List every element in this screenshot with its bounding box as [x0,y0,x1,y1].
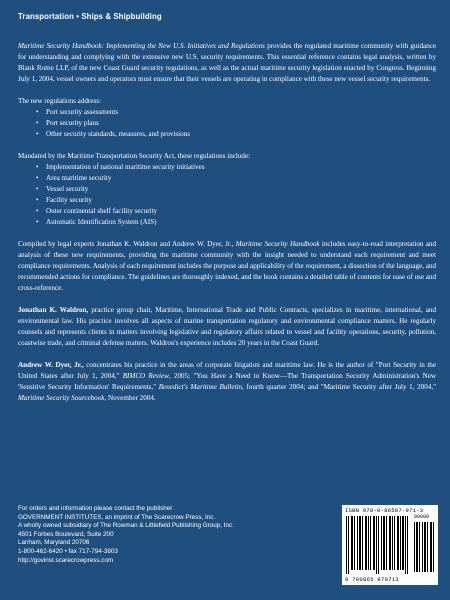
barcode-digits: 9 780865 879713 [345,576,400,583]
dyer-name: Andrew W. Dyer, Jr., [18,361,84,369]
bio-waldron [18,305,436,349]
list-item: • Automatic Identification System (AIS) [46,217,436,228]
intro-book-title: Maritime Security Handbook: Implementing the New U.S. Initiatives and Regulations [18,42,265,50]
list-item: • Port security plans [46,118,436,129]
footer-link[interactable]: http://govinst.scarecrowpress.com [18,556,114,564]
waldron-name: Jonathan K. Waldron, [18,306,89,314]
dyer-text: , fourth quarter 2004; and "Maritime Security after July 1, 2004," [242,383,436,391]
list-item: • Outer continental shelf facility security [46,206,436,217]
dyer-pub-3: Maritime Security Sourcebook [18,394,105,402]
bio-dyer [18,360,436,404]
regulations-lead: The new regulations address: [18,97,101,105]
list-item: • Facility security [46,195,436,206]
list-item: • Implementation of national maritime security initiatives [46,162,436,173]
compiled-paragraph [18,239,436,294]
price-code: 90000 [414,514,430,520]
mandated-list [18,162,436,228]
publisher-info [18,505,234,565]
dyer-pub-2: Benedict's Maritime Bulletin [158,383,242,391]
barcode-icon [346,516,410,574]
price-barcode-icon [414,522,434,572]
category-header: Transportation • Ships & Shipbuilding [18,12,162,21]
waldron-text: practice group chair, Maritime, International Trade and Public Contracts, specializes in maritime, international, and environmental law. His practice involves all aspects of marine transportation regulatory and environmental compliance matters. He regularly counsels and represents clients in matters involving legislative and regulatory affairs related to vessel and facility operations, security, pollution, coastwise trade, and criminal defense matters. Waldron's experience includes 20 years in the Coast Guard. [18,306,436,347]
footer-line: GOVERNMENT INSTITUTES, an imprint of The Scarecrow Press, Inc. [18,513,216,521]
dyer-text: , 2005; "You Have a Need to Know—The Transportation Security Administration's New 'Sensitive Security Information' Requirements," [18,372,436,391]
compiled-text-after: includes easy-to-read interpretation and analysis of these new requirements, providing the maritime community with the insight needed to understand each requirement and meet compliance requirements. Analysis of each requirement includes the purpose and applicability of the requirement, a dissection of the language, and recommended actions for compliance. The guidelines are thoroughly indexed, and the book contains a detailed table of contents for ease of use and cross-reference. [18,240,436,292]
footer-line: 1-800-462-6420 • fax 717-794-3803 [18,547,118,555]
dyer-pub-1: BIMCO Review [122,372,169,380]
list-item: • Port security assessments [46,107,436,118]
list-item: • Other security standards, measures, and provisions [46,129,436,140]
footer-line: For orders and information please contact the publisher [18,505,173,512]
intro-text: provides the regulated maritime community with guidance for understanding and complying with the extensive new U.S. security requirements. This essential reference contains legal analysis, written by Blank Rome LLP, of the new Coast Guard security regulations, as well as the actual maritime security legislation enacted by Congress. Beginning July 1, 2004, vessel owners and operators must ensure that their vessels are operating in compliance with these new vessel security requirements. [18,42,436,83]
isbn-number: ISBN 978-0-86587-971-3 [345,507,424,514]
intro-paragraph [18,41,436,85]
list-item: • Area maritime security [46,173,436,184]
compiled-text: Compiled by legal experts Jonathan K. Waldron and Andrew W. Dyer, Jr., [18,240,236,248]
footer-line: A wholly owned subsidiary of The Rowman & Littlefield Publishing Group, Inc. [18,522,234,530]
dyer-text: , November 2004. [104,394,156,402]
footer-line: 4501 Forbes Boulevard, Suite 200 [18,530,114,538]
isbn-barcode [342,505,438,585]
compiled-book-title: Maritime Security Handbook [235,240,320,248]
dyer-text: concentrates his practice in the areas of corporate litigation and maritime law. He is the author of "Port Security in the United States after July 1, 2004," [18,361,436,380]
mandated-lead: Mandated by the Maritime Transportation Security Act, these regulations include: [18,152,251,160]
regulations-list [18,107,436,140]
list-item: • Vessel security [46,184,436,195]
footer-line: Lanham, Maryland 20706 [18,539,90,547]
cover-copy [18,41,436,415]
